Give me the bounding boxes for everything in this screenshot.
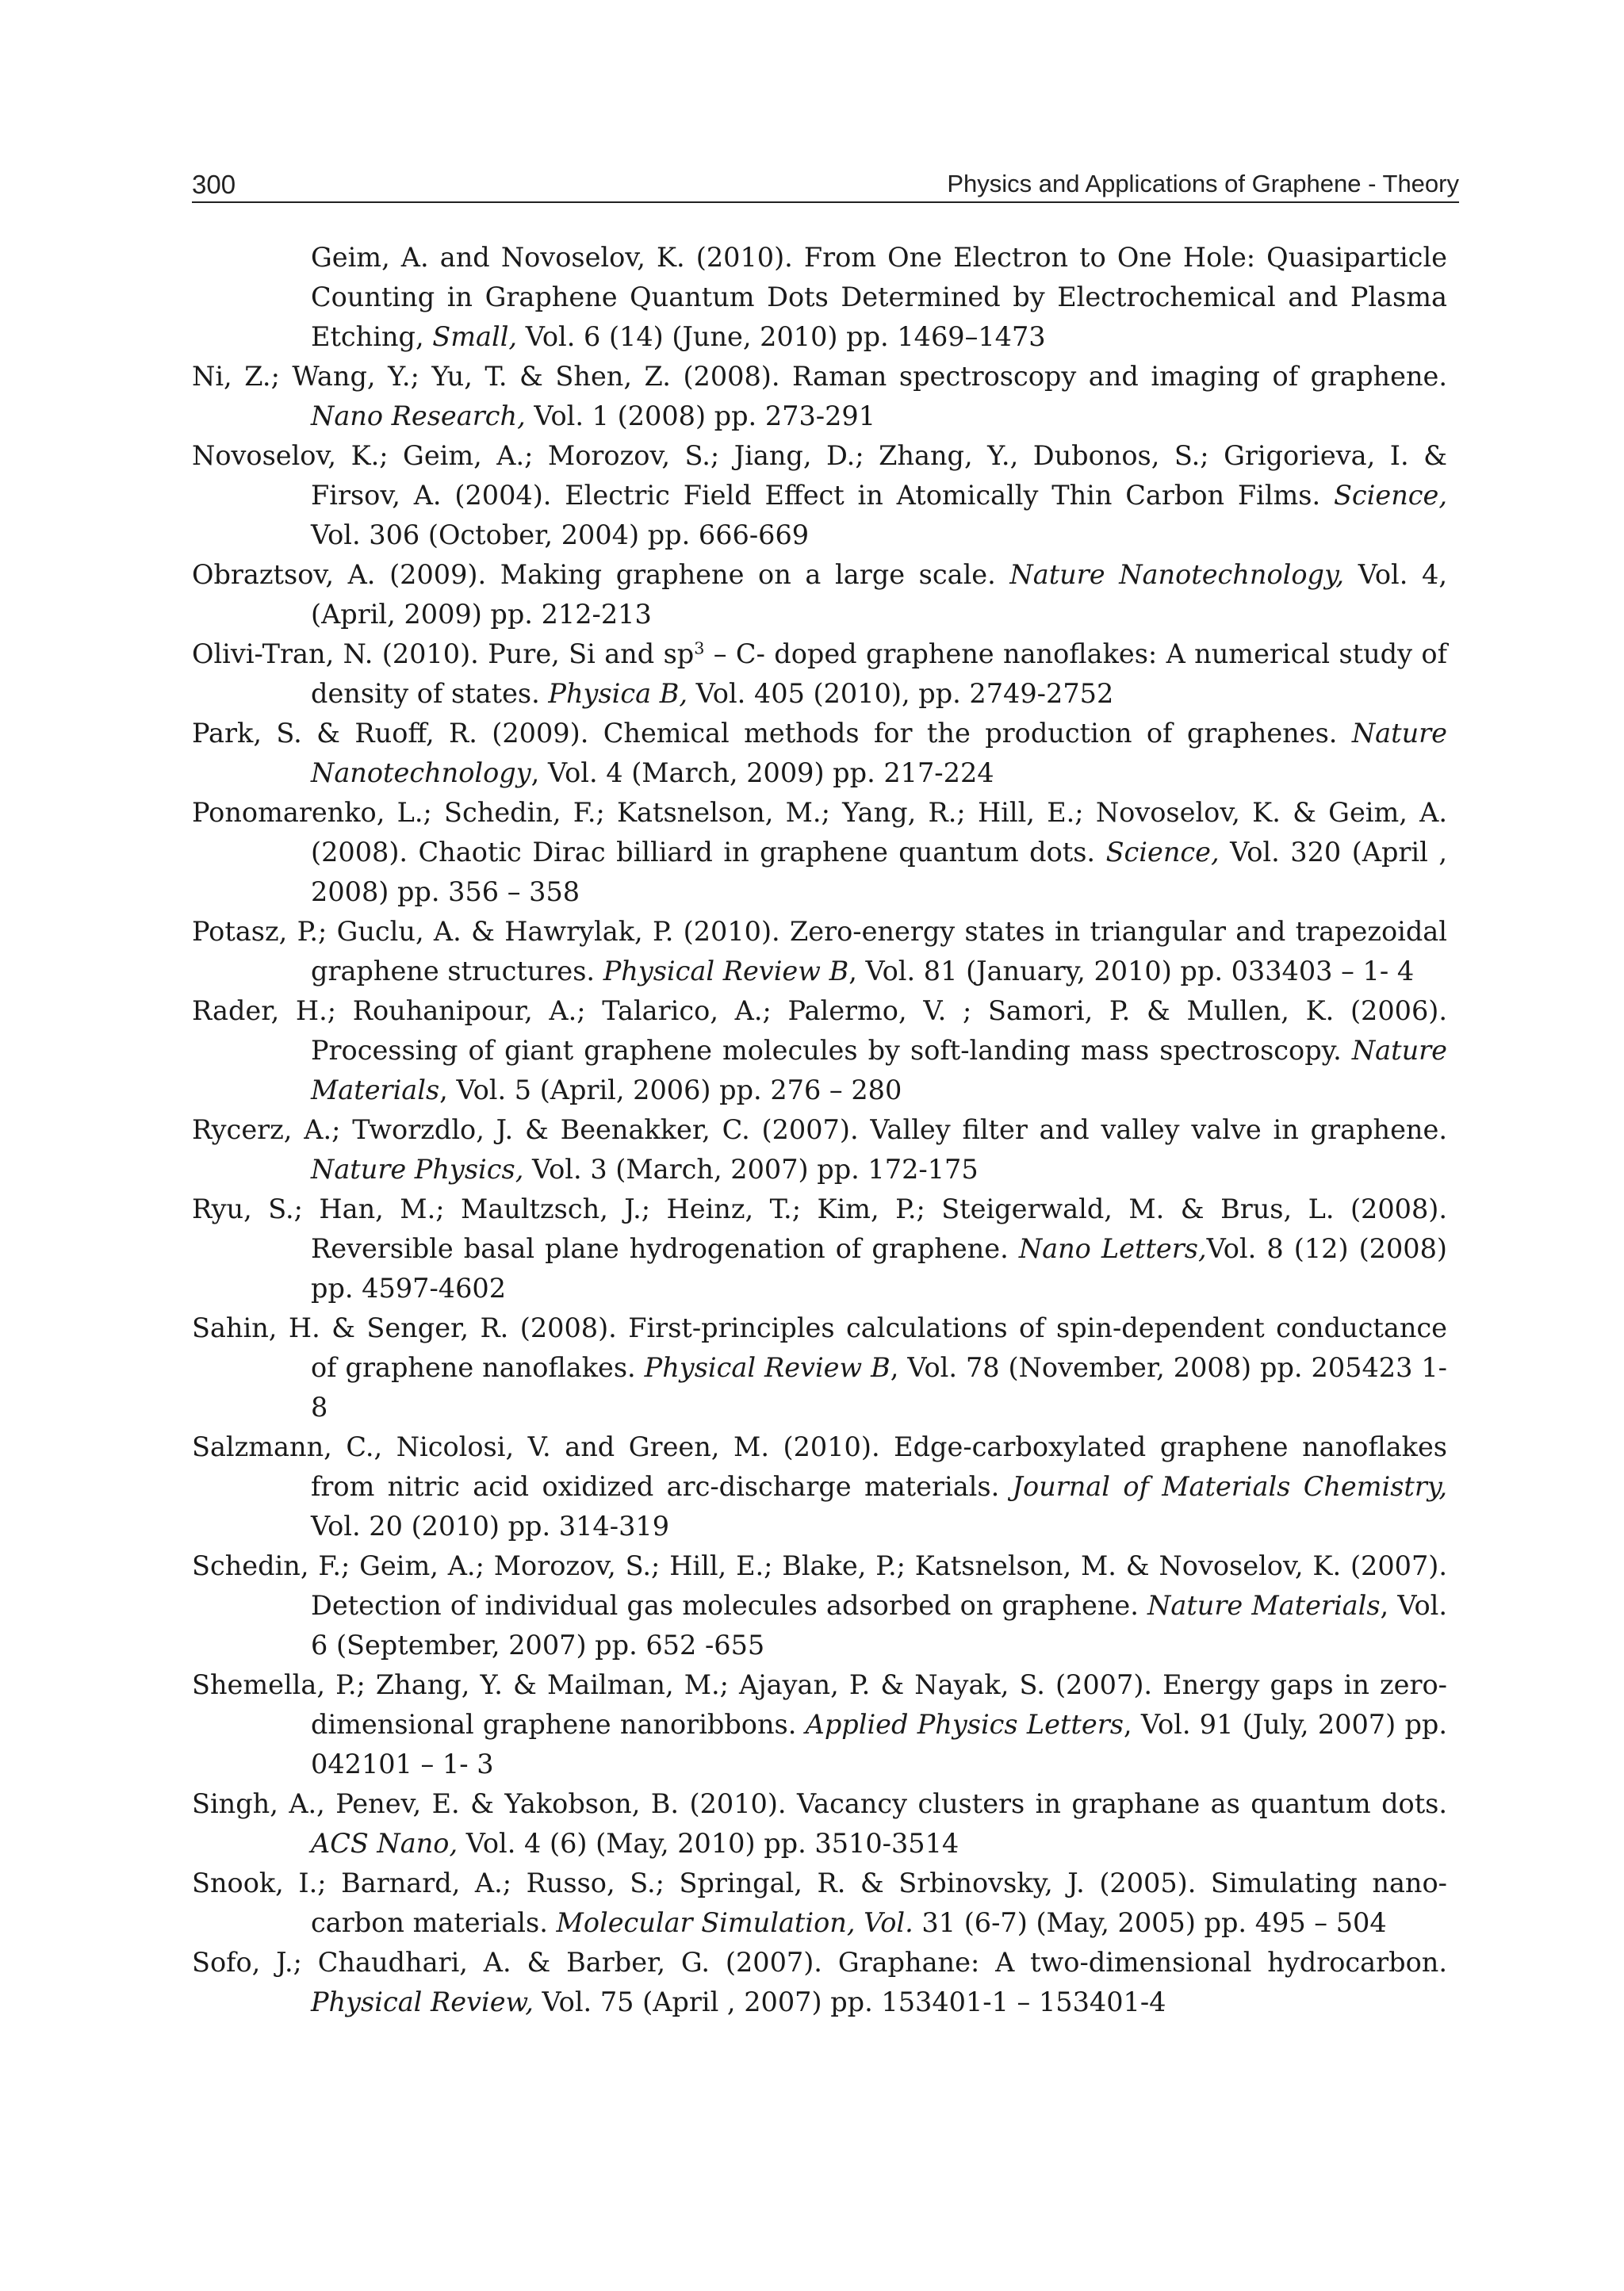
reference-text: Rycerz, A.; Tworzdlo, J. & Beenakker, C. (2007). Valley filter and valley valve in graphene. <box>192 1114 1447 1145</box>
reference-entry <box>192 991 1447 1110</box>
reference-details: Vol. 405 (2010), pp. 2749-2752 <box>688 678 1114 709</box>
reference-text: – C- doped graphene nanoflakes: A numerical study of density of states. <box>311 638 1447 709</box>
reference-details: Vol. 4, (April, 2009) pp. 212-213 <box>311 559 1447 630</box>
reference-entry <box>192 1546 1447 1665</box>
reference-entry <box>192 912 1447 991</box>
reference-journal: Physical Review B <box>644 1352 891 1383</box>
reference-entry <box>192 555 1447 634</box>
reference-journal: Small, <box>432 321 518 352</box>
reference-journal: Nano Letters, <box>1018 1233 1207 1264</box>
reference-details: Vol. 3 (March, 2007) pp. 172-175 <box>523 1154 979 1185</box>
reference-text: Geim, A. and Novoselov, K. (2010). From One Electron to One Hole: Quasiparticle Counting in Graphene Quantum Dots Determined by Electrochemical and Plasma Etching, <box>311 242 1447 352</box>
reference-text: Sofo, J.; Chaudhari, A. & Barber, G. (2007). Graphane: A two-dimensional hydrocarbon. <box>192 1947 1447 1978</box>
reference-text: Salzmann, C., Nicolosi, V. and Green, M. (2010). Edge-carboxylated graphene nanoflakes from nitric acid oxidized arc-discharge materials. <box>192 1431 1447 1502</box>
page-number: 300 <box>192 170 236 199</box>
reference-text: Novoselov, K.; Geim, A.; Morozov, S.; Jiang, D.; Zhang, Y., Dubonos, S.; Grigorieva, I. & Firsov, A. (2004). Electric Field Effect in Atomically Thin Carbon Films. <box>192 440 1447 511</box>
reference-journal: Nano Research, <box>311 400 526 431</box>
reference-text: Potasz, P.; Guclu, A. & Hawrylak, P. (2010). Zero-energy states in triangular and trapezoidal graphene structures. <box>192 916 1447 987</box>
reference-journal: Physical Review, <box>311 1986 534 2017</box>
reference-text: Obraztsov, A. (2009). Making graphene on a large scale. <box>192 559 1010 590</box>
reference-text: Park, S. & Ruoff, R. (2009). Chemical methods for the production of graphenes. <box>192 718 1352 749</box>
reference-journal: Science, <box>1105 837 1220 868</box>
reference-details: Vol. 1 (2008) pp. 273-291 <box>525 400 876 431</box>
reference-journal: Nature Nanotechnology, <box>1009 559 1345 590</box>
reference-details: , Vol. 78 (November, 2008) pp. 205423 1- 8 <box>311 1352 1447 1423</box>
reference-details: , Vol. 91 (July, 2007) pp. 042101 – 1- 3 <box>311 1709 1447 1780</box>
reference-entry <box>192 1665 1447 1784</box>
reference-journal: Journal of Materials Chemistry, <box>1012 1471 1447 1502</box>
reference-text: Ponomarenko, L.; Schedin, F.; Katsnelson, M.; Yang, R.; Hill, E.; Novoselov, K. & Geim, A. (2008). Chaotic Dirac billiard in graphene quantum dots. <box>192 797 1447 868</box>
reference-entry <box>192 1110 1447 1190</box>
page-header <box>192 165 1459 203</box>
reference-journal: Nature Nanotechnology <box>311 718 1447 788</box>
reference-entry <box>192 714 1447 793</box>
reference-details: Vol. 8 (12) (2008) pp. 4597-4602 <box>311 1233 1447 1304</box>
reference-journal: Applied Physics Letters <box>805 1709 1124 1740</box>
reference-journal: Nature Materials <box>1147 1590 1381 1621</box>
reference-details: Vol. 4 (6) (May, 2010) pp. 3510-3514 <box>458 1828 959 1859</box>
reference-entry <box>192 238 1447 357</box>
reference-text: Sahin, H. & Senger, R. (2008). First-principles calculations of spin-dependent conductance of graphene nanoflakes. <box>192 1312 1447 1383</box>
reference-entry <box>192 634 1447 714</box>
reference-entry <box>192 436 1447 555</box>
reference-text: Singh, A., Penev, E. & Yakobson, B. (2010). Vacancy clusters in graphane as quantum dots. <box>192 1788 1447 1819</box>
reference-entry <box>192 357 1447 436</box>
reference-journal: Physical Review B <box>603 956 849 987</box>
reference-text: Olivi-Tran, N. (2010). Pure, Si and sp <box>192 638 695 669</box>
reference-text: Ryu, S.; Han, M.; Maultzsch, J.; Heinz, T.; Kim, P.; Steigerwald, M. & Brus, L. (2008). Reversible basal plane hydrogenation of graphene. <box>192 1193 1447 1264</box>
reference-journal: Physica B, <box>548 678 688 709</box>
reference-text: Rader, H.; Rouhanipour, A.; Talarico, A.; Palermo, V. ; Samori, P. & Mullen, K. (2006). Processing of giant graphene molecules by soft-landing mass spectroscopy. <box>192 995 1447 1066</box>
reference-journal: ACS Nano, <box>311 1828 458 1859</box>
reference-entry <box>192 1427 1447 1546</box>
reference-entry <box>192 1190 1447 1308</box>
reference-journal: Science, <box>1333 480 1447 511</box>
reference-superscript: 3 <box>694 638 705 658</box>
reference-entry <box>192 1864 1447 1943</box>
reference-journal: Molecular Simulation, Vol. <box>556 1907 914 1938</box>
reference-journal: Nature Physics, <box>311 1154 524 1185</box>
reference-details: Vol. 75 (April , 2007) pp. 153401-1 – 153401-4 <box>533 1986 1166 2017</box>
reference-entry <box>192 1784 1447 1864</box>
reference-details: , Vol. 4 (March, 2009) pp. 217-224 <box>530 757 994 788</box>
reference-details: , Vol. 6 (September, 2007) pp. 652 -655 <box>311 1590 1448 1661</box>
reference-details: Vol. 306 (October, 2004) pp. 666-669 <box>311 519 810 550</box>
reference-list <box>192 238 1447 2022</box>
reference-text: Ni, Z.; Wang, Y.; Yu, T. & Shen, Z. (2008). Raman spectroscopy and imaging of graphene. <box>192 361 1447 392</box>
reference-details: 31 (6-7) (May, 2005) pp. 495 – 504 <box>913 1907 1387 1938</box>
reference-details: , Vol. 5 (April, 2006) pp. 276 – 280 <box>439 1075 902 1105</box>
reference-details: Vol. 6 (14) (June, 2010) pp. 1469–1473 <box>517 321 1046 352</box>
reference-text: Snook, I.; Barnard, A.; Russo, S.; Springal, R. & Srbinovsky, J. (2005). Simulating nano-carbon materials. <box>192 1868 1447 1938</box>
reference-text: Schedin, F.; Geim, A.; Morozov, S.; Hill, E.; Blake, P.; Katsnelson, M. & Novoselov, K. (2007). Detection of individual gas molecules adsorbed on graphene. <box>192 1550 1447 1621</box>
reference-details: Vol. 320 (April , 2008) pp. 356 – 358 <box>311 837 1447 907</box>
reference-details: Vol. 20 (2010) pp. 314-319 <box>311 1511 670 1542</box>
reference-entry <box>192 1308 1447 1427</box>
reference-entry <box>192 793 1447 912</box>
running-title: Physics and Applications of Graphene - Theory <box>947 170 1459 197</box>
reference-text: Shemella, P.; Zhang, Y. & Mailman, M.; Ajayan, P. & Nayak, S. (2007). Energy gaps in zero-dimensional graphene nanoribbons. <box>192 1669 1447 1740</box>
reference-details: , Vol. 81 (January, 2010) pp. 033403 – 1- 4 <box>848 956 1415 987</box>
reference-entry <box>192 1943 1447 2022</box>
reference-journal: Nature Materials <box>311 1035 1447 1105</box>
